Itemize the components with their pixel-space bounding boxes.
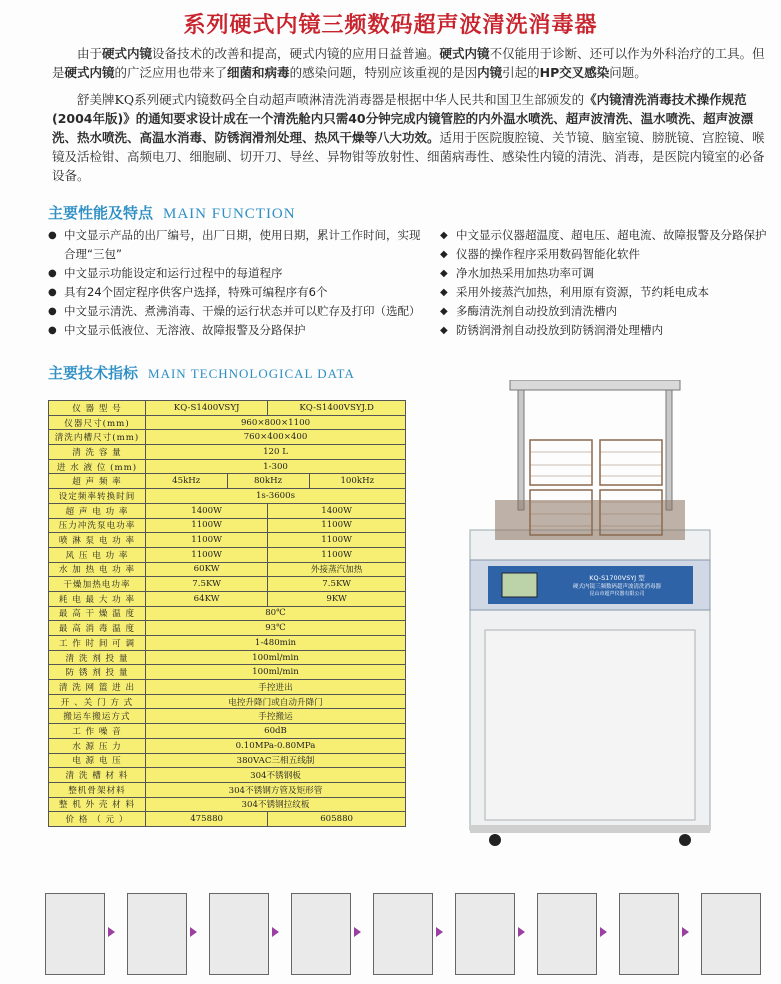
spec-label: 风 压 电 功 率 (49, 547, 146, 562)
spec-label: 设定频率转换时间 (49, 489, 146, 504)
spec-row (49, 738, 406, 753)
spec-value: 605880 (268, 812, 406, 827)
spec-row (49, 665, 406, 680)
spec-label: 工 作 时 间 可 调 (49, 636, 146, 651)
feature-item: ● 中文显示低液位、无溶液、故障报警及分路保护 (48, 321, 426, 340)
spec-row (49, 621, 406, 636)
spec-value: 0.10MPa-0.80MPa (146, 738, 406, 753)
spec-value: KQ-S1400VSYJ (146, 401, 268, 416)
arrow-icon (682, 927, 689, 937)
features-list-left (48, 226, 426, 340)
spec-value: 304不锈钢拉纹板 (146, 797, 406, 812)
spec-label: 清 洗 剂 投 量 (49, 650, 146, 665)
spec-label: 水 源 压 力 (49, 738, 146, 753)
spec-value: 64KW (146, 591, 268, 606)
spec-label: 清 洗 槽 材 料 (49, 768, 146, 783)
spec-value: 1-300 (146, 459, 406, 474)
spec-label: 整 机 外 壳 材 料 (49, 797, 146, 812)
spec-value: 100kHz (309, 474, 405, 489)
arrow-icon (108, 927, 115, 937)
spec-label: 清 洗 容 量 (49, 445, 146, 460)
tech-heading: 主要技术指标 MAIN TECHNOLOGICAL DATA (48, 364, 355, 382)
spec-label: 开 、关 门 方 式 (49, 694, 146, 709)
spec-row (49, 503, 406, 518)
spec-row (49, 797, 406, 812)
spec-value: 380VAC三相五线制 (146, 753, 406, 768)
spec-value: 120 L (146, 445, 406, 460)
feature-item: ● 中文显示产品的出厂编号，出厂日期，使用日期，累计工作时间，实现合理“三包” (48, 226, 426, 264)
spec-value: 9KW (268, 591, 406, 606)
spec-row (49, 709, 406, 724)
control-panel-label: KQ-S1700VSYJ 型 硬式内镜三频数码超声波清洗消毒器 昆山市超声仪器有限公司 (572, 574, 661, 597)
feature-item: ◆ 净水加热采用加热功率可调 (440, 264, 778, 283)
spec-label: 价 格 （ 元 ） (49, 812, 146, 827)
spec-row (49, 768, 406, 783)
spec-value: 1100W (268, 547, 406, 562)
spec-row (49, 724, 406, 739)
spec-value: 60dB (146, 724, 406, 739)
spec-label: 超 声 频 率 (49, 474, 146, 489)
spec-value: KQ-S1400VSYJ.D (268, 401, 406, 416)
spec-value: 304不锈钢板 (146, 768, 406, 783)
spec-value: 1-480min (146, 636, 406, 651)
spec-value: 100ml/min (146, 650, 406, 665)
spec-row (49, 753, 406, 768)
feature-item: ◆ 多酶清洗剂自动投放到清洗槽内 (440, 302, 778, 321)
spec-row (49, 636, 406, 651)
spec-label: 耗 电 最 大 功 率 (49, 591, 146, 606)
spec-label: 仪 器 型 号 (49, 401, 146, 416)
process-step-image (701, 893, 761, 975)
spec-row (49, 650, 406, 665)
spec-value: 外接蒸汽加热 (268, 562, 406, 577)
spec-value: 手控进出 (146, 680, 406, 695)
process-step-image (373, 893, 433, 975)
spec-label: 整机骨架材料 (49, 782, 146, 797)
spec-row (49, 518, 406, 533)
arrow-icon (600, 927, 607, 937)
spec-row (49, 694, 406, 709)
spec-value: 7.5KW (146, 577, 268, 592)
spec-row (49, 606, 406, 621)
arrow-icon (354, 927, 361, 937)
page-title: 系列硬式内镜三频数码超声波清洗消毒器 (183, 13, 598, 38)
spec-value: 100ml/min (146, 665, 406, 680)
spec-value: 1s-3600s (146, 489, 406, 504)
process-step-image (127, 893, 187, 975)
features-list-right (440, 226, 778, 340)
spec-row (49, 577, 406, 592)
spec-value: 1100W (146, 547, 268, 562)
spec-label: 水 加 热 电 功 率 (49, 562, 146, 577)
spec-label: 仪器尺寸(mm) (49, 415, 146, 430)
spec-value: 80℃ (146, 606, 406, 621)
spec-value: 1400W (146, 503, 268, 518)
spec-label: 最 高 消 毒 温 度 (49, 621, 146, 636)
spec-row (49, 474, 406, 489)
spec-label: 防 锈 剂 投 量 (49, 665, 146, 680)
spec-table (48, 400, 406, 827)
process-step-image (619, 893, 679, 975)
process-step-image (537, 893, 597, 975)
disinfector-machine-image (440, 380, 760, 850)
spec-row (49, 489, 406, 504)
spec-value: 1100W (268, 518, 406, 533)
spec-label: 喷 淋 泵 电 功 率 (49, 533, 146, 548)
intro-paragraph-2: 舒美牌KQ系列硬式内镜数码全自动超声喷淋清洗消毒器是根据中华人民共和国卫生部颁发的《内镜清洗消毒技术操作规范(2004年版)》的通知要求设计成在一个清洗舱内只需40分钟完成内镜管腔的内外温水喷洗、超声波清洗、温水喷洗、超声波漂洗、热水喷洗、高温水消毒、防锈润滑剂处理、热风干燥等八大功效。适用于医院腹腔镜、关节镜、脑室镜、膀胱镜、宫腔镜、喉镜及活检钳、高频电刀、细胞刷、切开刀、导丝、异物钳等放射性、细菌病毒性、感染性内镜的清洗、消毒，是医院内镜室的必备设备。 (52, 92, 765, 183)
intro-paragraph-1: 由于硬式内镜设备技术的改善和提高，硬式内镜的应用日益普遍。硬式内镜不仅能用于诊断、还可以作为外科治疗的工具。但是硬式内镜的广泛应用也带来了细菌和病毒的感染问题，特别应该重视的是因内镜引起的HP交叉感染问题。 (52, 46, 765, 80)
spec-row (49, 562, 406, 577)
feature-item: ◆ 仪器的操作程序采用数码智能化软件 (440, 245, 778, 264)
spec-label: 最 高 干 燥 温 度 (49, 606, 146, 621)
spec-row (49, 533, 406, 548)
feature-item: ● 中文显示功能设定和运行过程中的每道程序 (48, 264, 426, 283)
process-step-image (291, 893, 351, 975)
spec-value: 1100W (146, 533, 268, 548)
spec-value: 45kHz (146, 474, 228, 489)
spec-label: 进 水 液 位 (mm) (49, 459, 146, 474)
spec-row (49, 459, 406, 474)
spec-value: 7.5KW (268, 577, 406, 592)
spec-label: 搬运车搬运方式 (49, 709, 146, 724)
spec-label: 清 洗 网 篮 进 出 (49, 680, 146, 695)
spec-value: 960×800×1100 (146, 415, 406, 430)
spec-value: 1100W (268, 533, 406, 548)
spec-label: 压力冲洗泵电功率 (49, 518, 146, 533)
arrow-icon (436, 927, 443, 937)
spec-label: 超 声 电 功 率 (49, 503, 146, 518)
spec-row (49, 591, 406, 606)
process-steps-strip (45, 893, 765, 975)
arrow-icon (518, 927, 525, 937)
spec-row (49, 812, 406, 827)
spec-row (49, 401, 406, 416)
spec-value: 1400W (268, 503, 406, 518)
spec-row (49, 547, 406, 562)
spec-value: 手控搬运 (146, 709, 406, 724)
feature-item: ◆ 防锈润滑剂自动投放到防锈润滑处理槽内 (440, 321, 778, 340)
spec-row (49, 782, 406, 797)
feature-item: ● 具有24个固定程序供客户选择，特殊可编程序有6个 (48, 283, 426, 302)
feature-item: ● 中文显示清洗、煮沸消毒、干燥的运行状态并可以贮存及打印（选配） (48, 302, 426, 321)
spec-row (49, 415, 406, 430)
spec-value: 1100W (146, 518, 268, 533)
arrow-icon (190, 927, 197, 937)
spec-row (49, 430, 406, 445)
arrow-icon (272, 927, 279, 937)
spec-label: 电 源 电 压 (49, 753, 146, 768)
spec-value: 93℃ (146, 621, 406, 636)
spec-label: 清洗内槽尺寸(mm) (49, 430, 146, 445)
spec-value: 760×400×400 (146, 430, 406, 445)
process-step-image (455, 893, 515, 975)
process-step-image (45, 893, 105, 975)
spec-label: 干燥加热电功率 (49, 577, 146, 592)
spec-value: 80kHz (227, 474, 309, 489)
feature-item: ◆ 中文显示仪器超温度、超电压、超电流、故障报警及分路保护 (440, 226, 778, 245)
process-step-image (209, 893, 269, 975)
spec-row (49, 680, 406, 695)
feature-item: ◆ 采用外接蒸汽加热，利用原有资源，节约耗电成本 (440, 283, 778, 302)
spec-value: 电控升降门或自动升降门 (146, 694, 406, 709)
spec-value: 475880 (146, 812, 268, 827)
spec-value: 304不锈钢方管及矩形管 (146, 782, 406, 797)
spec-label: 工 作 噪 音 (49, 724, 146, 739)
features-heading: 主要性能及特点 MAIN FUNCTION (48, 204, 296, 222)
spec-value: 60KW (146, 562, 268, 577)
spec-row (49, 445, 406, 460)
